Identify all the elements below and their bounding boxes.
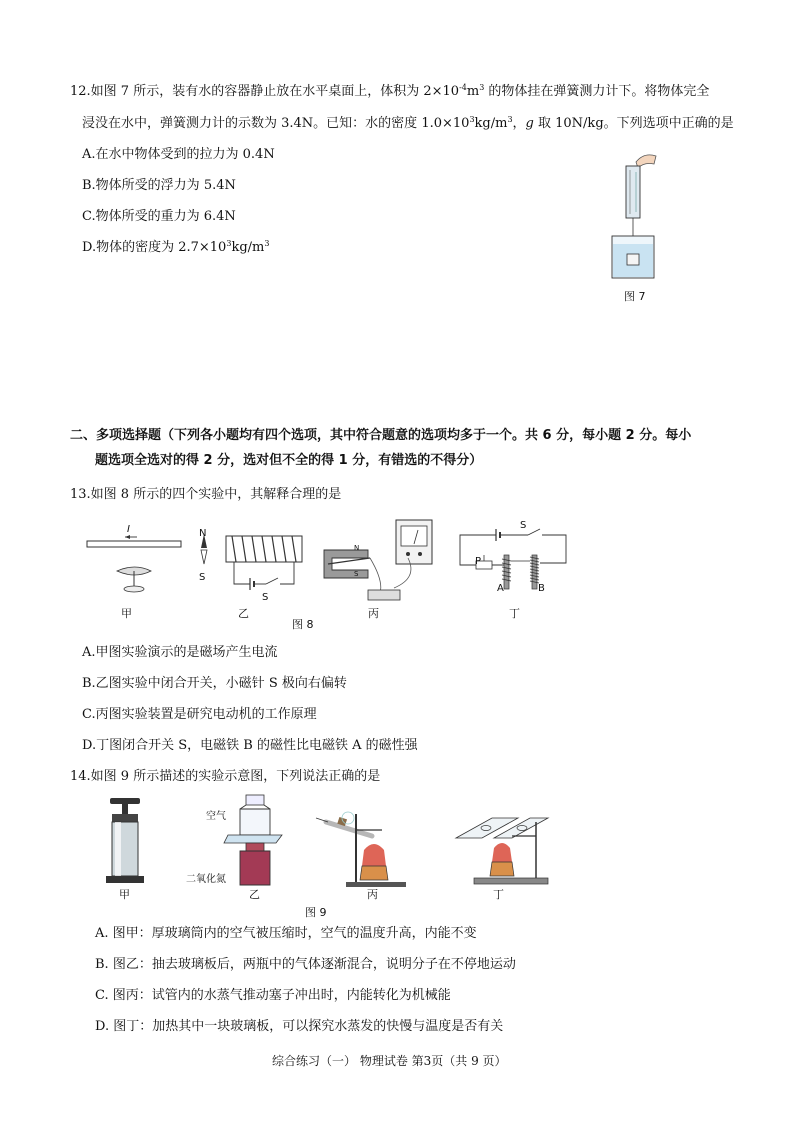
q14-option-c: C. 图丙：试管内的水蒸气推动塞子冲出时，内能转化为机械能 xyxy=(95,988,451,1003)
figure-8-caption: 图 8 xyxy=(292,618,314,631)
figure-9-label-yi: 乙 xyxy=(249,888,260,901)
section-2-instructions: 题选项全选对的得 2 分，选对但不全的得 1 分，有错选的不得分） xyxy=(95,453,483,468)
figure-9-caption: 图 9 xyxy=(305,906,327,919)
page-footer: 综合练习（一） 物理试卷 第3页（共 9 页） xyxy=(272,1054,507,1068)
figure-7-spring-scale-beaker xyxy=(600,150,670,280)
figure-9-jia-glass-cylinder xyxy=(98,798,153,888)
q13-stem: 13.如图 8 所示的四个实验中，其解释合理的是 xyxy=(70,487,342,502)
q14-option-a: A. 图甲：厚玻璃筒内的空气被压缩时，空气的温度升高，内能不变 xyxy=(95,926,477,941)
figure-9-bing-steam-cork xyxy=(316,808,406,888)
figure-8-label-jia: 甲 xyxy=(121,607,132,620)
figure-8-jia-oersted xyxy=(85,525,185,605)
figure-8-bing-N: N xyxy=(354,544,360,552)
figure-8-label-bing: 丙 xyxy=(368,607,379,620)
figure-9-label-air: 空气 xyxy=(206,811,226,822)
q14-option-d: D. 图丁：加热其中一块玻璃板，可以探究水蒸发的快慢与温度是否有关 xyxy=(95,1019,504,1034)
figure-9-label-no2: 二氧化氮 xyxy=(186,874,226,885)
q13-option-a: A.甲图实验演示的是磁场产生电流 xyxy=(82,645,278,660)
figure-8-bing-S: S xyxy=(354,570,359,578)
q13-option-b: B.乙图实验中闭合开关，小磁针 S 极向右偏转 xyxy=(82,676,347,691)
figure-8-ding-S: S xyxy=(520,520,527,531)
figure-7-caption: 图 7 xyxy=(624,290,646,303)
q12-stem-line2: 浸没在水中，弹簧测力计的示数为 3.4N。已知：水的密度 $1.0\times 10^3kg/m^3$，g 取 10N/kg。下列选项中正确的是 xyxy=(82,115,734,131)
figure-8-label-N: N xyxy=(199,528,207,539)
figure-8-label-switch-S: S xyxy=(262,592,269,603)
q12-stem-line1: 12.如图 7 所示，装有水的容器静止放在水平桌面上，体积为 $2\times 10^{-4}m^3$ 的物体挂在弹簧测力计下。将物体完全 xyxy=(70,83,710,99)
q13-option-c: C.丙图实验装置是研究电动机的工作原理 xyxy=(82,707,317,722)
q14-option-b: B. 图乙：抽去玻璃板后，两瓶中的气体逐渐混合，说明分子在不停地运动 xyxy=(95,957,516,972)
figure-9-label-ding: 丁 xyxy=(493,888,504,901)
figure-8-current-label: I xyxy=(127,524,130,535)
figure-8-label-yi: 乙 xyxy=(238,607,249,620)
figure-8-ding-B: B xyxy=(538,583,545,594)
q12-option-b: B.物体所受的浮力为 5.4N xyxy=(82,178,236,193)
figure-8-label-S: S xyxy=(199,572,206,583)
figure-9-label-bing: 丙 xyxy=(367,888,378,901)
q13-option-d: D.丁图闭合开关 S，电磁铁 B 的磁性比电磁铁 A 的磁性强 xyxy=(82,738,418,753)
figure-8-ding-P: P xyxy=(475,556,482,567)
figure-9-yi-gas-diffusion xyxy=(228,795,283,890)
q14-stem: 14.如图 9 所示描述的实验示意图，下列说法正确的是 xyxy=(70,769,381,784)
figure-8-yi-solenoid xyxy=(196,528,306,598)
q12-option-a: A.在水中物体受到的拉力为 0.4N xyxy=(82,147,275,162)
figure-8-ding-A: A xyxy=(497,583,504,594)
figure-9-ding-evaporation xyxy=(452,812,552,890)
q12-option-c: C.物体所受的重力为 6.4N xyxy=(82,209,236,224)
section-2-heading: 二、多项选择题（下列各小题均有四个选项，其中符合题意的选项均多于一个。共 6 分，每小题 2 分。每小 xyxy=(70,428,692,443)
figure-8-bing-induction xyxy=(318,518,438,606)
figure-9-label-jia: 甲 xyxy=(119,888,130,901)
q12-option-d: D.物体的密度为 $2.7\times 10^3kg/m^3$ xyxy=(82,239,270,255)
figure-8-label-ding: 丁 xyxy=(509,607,520,620)
